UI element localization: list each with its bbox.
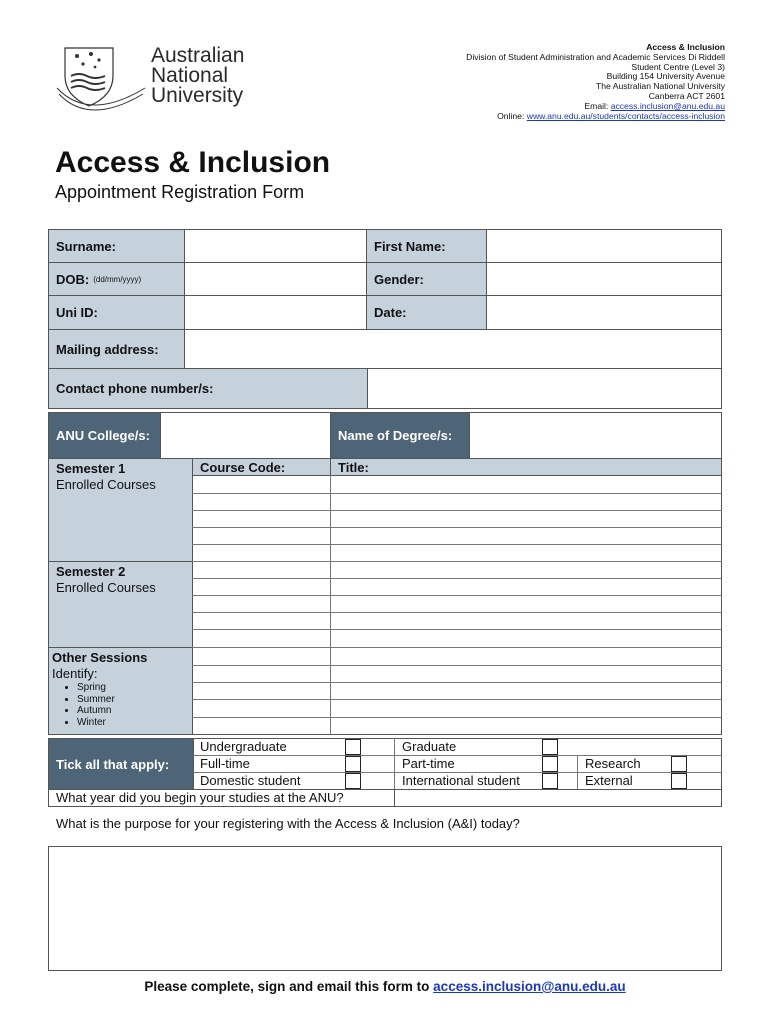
session-item: • Summer <box>77 694 192 706</box>
surname-label: Surname: <box>48 229 185 263</box>
semester-2-label <box>48 561 193 648</box>
contact-line: Division of Student Administration and Academic Services Di Riddell <box>466 51 725 62</box>
mailing-address-field[interactable] <box>184 329 722 369</box>
first-name-label: First Name: <box>366 229 487 263</box>
purpose-textarea[interactable] <box>48 846 722 971</box>
other-sessions-title: Other Sessions <box>52 650 148 665</box>
contact-block <box>466 43 725 121</box>
footer-text: Please complete, sign and email this form to <box>144 979 434 994</box>
wordmark-line-1: Australian <box>151 44 245 67</box>
undergraduate-checkbox[interactable] <box>345 739 361 755</box>
gender-label: Gender: <box>366 262 487 296</box>
gender-field[interactable] <box>486 262 722 296</box>
semester-1-label <box>48 458 193 562</box>
course-row-line <box>192 595 722 596</box>
course-row-line <box>192 561 722 562</box>
course-row-line <box>192 527 722 528</box>
semester-1-title: Semester 1 <box>56 461 126 476</box>
phone-label: Contact phone number/s: <box>48 368 368 409</box>
undergraduate-label: Undergraduate <box>200 739 287 754</box>
date-field[interactable] <box>486 295 722 330</box>
contact-email-link[interactable]: access.inclusion@anu.edu.au <box>610 100 725 111</box>
mailing-address-label: Mailing address: <box>48 329 185 369</box>
session-item: • Autumn <box>77 705 192 717</box>
start-year-field[interactable] <box>394 789 722 807</box>
course-code-header: Course Code: <box>192 458 331 476</box>
external-checkbox[interactable] <box>671 773 687 789</box>
course-row-line <box>192 647 722 648</box>
footer-instruction <box>0 979 770 994</box>
surname-field[interactable] <box>184 229 367 263</box>
international-checkbox[interactable] <box>542 773 558 789</box>
contact-line: Canberra ACT 2601 <box>648 90 725 101</box>
course-row-line <box>192 629 722 630</box>
dob-field[interactable] <box>184 262 367 296</box>
dob-label: DOB: (dd/mm/yyyy) <box>48 262 185 296</box>
college-label: ANU College/s: <box>48 412 161 459</box>
wordmark-line-2: National <box>151 64 229 87</box>
footer-email-link[interactable]: access.inclusion@anu.edu.au <box>433 979 626 994</box>
other-sessions-label <box>48 647 193 735</box>
graduate-checkbox[interactable] <box>542 739 558 755</box>
page-subtitle: Appointment Registration Form <box>55 182 305 202</box>
fulltime-checkbox[interactable] <box>345 756 361 772</box>
course-grid[interactable] <box>192 475 722 735</box>
contact-website-link[interactable]: www.anu.edu.au/students/contacts/access-inclusion <box>526 110 725 121</box>
degree-field[interactable] <box>469 412 722 459</box>
course-row-line <box>192 544 722 545</box>
course-grid-divider <box>330 475 331 735</box>
course-title-header: Title: <box>330 458 722 476</box>
purpose-question: What is the purpose for your registering with the Access & Inclusion (A&I) today? <box>56 816 520 831</box>
contact-line: Student Centre (Level 3) <box>631 61 725 72</box>
parttime-checkbox[interactable] <box>542 756 558 772</box>
course-row-line <box>192 510 722 511</box>
tick-divider <box>394 738 395 790</box>
contact-line: The Australian National University <box>596 81 725 92</box>
research-checkbox[interactable] <box>671 756 687 772</box>
start-year-question: What year did you begin your studies at the ANU? <box>48 789 395 807</box>
domestic-label: Domestic student <box>200 773 301 788</box>
research-label: Research <box>585 756 641 771</box>
contact-heading: Access & Inclusion <box>646 42 725 52</box>
session-item: • Winter <box>77 717 192 729</box>
fulltime-label: Full-time <box>200 756 250 771</box>
date-label: Date: <box>366 295 487 330</box>
wordmark-line-3: University <box>151 84 244 107</box>
external-label: External <box>585 773 633 788</box>
domestic-checkbox[interactable] <box>345 773 361 789</box>
international-label: International student <box>402 773 520 788</box>
tick-row-line <box>193 755 722 756</box>
degree-label: Name of Degree/s: <box>330 412 470 459</box>
first-name-field[interactable] <box>486 229 722 263</box>
course-row-line <box>192 682 722 683</box>
uni-id-field[interactable] <box>184 295 367 330</box>
semester-2-title: Semester 2 <box>56 564 126 579</box>
other-sessions-identify: Identify: <box>52 666 98 681</box>
course-row-line <box>192 699 722 700</box>
uni-id-label: Uni ID: <box>48 295 185 330</box>
course-row-line <box>192 665 722 666</box>
sessions-list <box>49 682 192 728</box>
course-row-line <box>192 578 722 579</box>
online-prefix: Online: <box>497 110 527 121</box>
course-row-line <box>192 717 722 718</box>
session-item: • Spring <box>77 682 192 694</box>
graduate-label: Graduate <box>402 739 457 754</box>
dob-format-hint: (dd/mm/yyyy) <box>93 274 142 284</box>
parttime-label: Part-time <box>402 756 455 771</box>
course-row-line <box>192 612 722 613</box>
semester-2-subtitle: Enrolled Courses <box>56 580 156 595</box>
semester-1-subtitle: Enrolled Courses <box>56 477 156 492</box>
college-field[interactable] <box>160 412 331 459</box>
university-wordmark <box>151 46 244 106</box>
tick-all-label: Tick all that apply: <box>48 738 194 790</box>
page-title: Access & Inclusion <box>55 146 331 179</box>
course-row-line <box>192 493 722 494</box>
contact-line: Building 154 University Avenue <box>606 71 725 82</box>
phone-field[interactable] <box>367 368 722 409</box>
email-prefix: Email: <box>584 100 611 111</box>
